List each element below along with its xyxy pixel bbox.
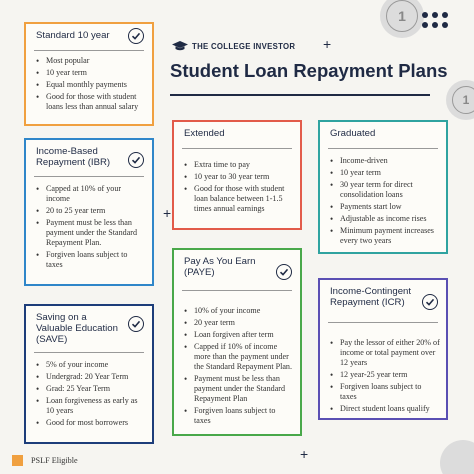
list-item: • Capped if 10% of income more than the payment under the Standard Repayment Plan. xyxy=(182,342,294,372)
card-title: Standard 10 year xyxy=(36,30,110,41)
list-item: • Most popular xyxy=(34,56,146,66)
card-title: Graduated xyxy=(330,128,376,139)
card-divider xyxy=(182,148,292,149)
card-divider xyxy=(328,148,438,149)
list-item: • Payment must be less than payment under the Standard Repayment Plan xyxy=(182,374,294,404)
list-item: • Loan forgiveness as early as 10 years xyxy=(34,396,146,416)
check-circle-icon xyxy=(128,152,144,168)
coin-glyph: 1 xyxy=(398,8,406,24)
list-item: • 10 year term xyxy=(34,68,146,78)
plus-decoration: + xyxy=(323,36,332,52)
check-circle-icon xyxy=(128,28,144,44)
brand-name: THE COLLEGE INVESTOR xyxy=(192,41,296,51)
coin-icon xyxy=(452,86,474,114)
list-item: • Equal monthly payments xyxy=(34,80,146,90)
list-item: • Adjustable as income rises xyxy=(328,214,440,224)
card-divider xyxy=(34,176,144,177)
list-item: • Payments start low xyxy=(328,202,440,212)
list-item: • Direct student loans qualify xyxy=(328,404,440,414)
list-item: • 12 year-25 year term xyxy=(328,370,440,380)
list-item: • 5% of your income xyxy=(34,360,146,370)
card-divider xyxy=(34,50,144,51)
card-divider xyxy=(328,322,438,323)
list-item: • Payment must be less than payment under the Standard Repayment Plan. xyxy=(34,218,146,248)
card-list xyxy=(34,184,146,272)
list-item: • Undergrad: 20 Year Term xyxy=(34,372,146,382)
card-title: Saving on a Valuable Education (SAVE) xyxy=(36,312,118,345)
list-item: • Income-driven xyxy=(328,156,440,166)
card-title: Extended xyxy=(184,128,225,139)
list-item: • Forgiven loans subject to taxes xyxy=(34,250,146,270)
plus-decoration: + xyxy=(163,205,172,221)
card-title: Income-Based Repayment (IBR) xyxy=(36,146,111,168)
list-item: • Extra time to pay xyxy=(182,160,294,170)
card-graduated xyxy=(318,120,448,254)
card-divider xyxy=(34,352,144,353)
card-list xyxy=(34,360,146,430)
check-circle-icon xyxy=(128,316,144,332)
list-item: • 20 year term xyxy=(182,318,294,328)
card-list xyxy=(182,306,294,428)
coin-decoration-top xyxy=(380,0,424,38)
card-list xyxy=(34,56,146,114)
coin-decoration-bottom xyxy=(440,440,474,474)
card-standard xyxy=(24,22,154,126)
card-icr xyxy=(318,278,448,420)
title-underline xyxy=(170,94,430,96)
card-divider xyxy=(182,290,292,291)
list-item: • Good for most borrowers xyxy=(34,418,146,428)
list-item: • Loan forgiven after term xyxy=(182,330,294,340)
graduation-cap-icon xyxy=(172,40,188,52)
legend xyxy=(12,455,78,466)
list-item: • Forgiven loans subject to taxes xyxy=(182,406,294,426)
card-extended xyxy=(172,120,302,230)
list-item: • Good for those with student loans less than annual salary xyxy=(34,92,146,112)
list-item: • Good for those with student loan balance between 1-1.5 times annual earnings xyxy=(182,184,294,214)
coin-glyph: 1 xyxy=(462,93,470,107)
card-list xyxy=(328,338,440,416)
coin-decoration-right xyxy=(446,80,474,120)
card-save xyxy=(24,304,154,444)
coin-icon xyxy=(386,0,418,32)
card-title: Income-Contingent Repayment (ICR) xyxy=(330,286,412,308)
list-item: • Pay the lessor of either 20% of income or total payment over 12 years xyxy=(328,338,440,368)
list-item: • 10 year to 30 year term xyxy=(182,172,294,182)
list-item: • 30 year term for direct consolidation loans xyxy=(328,180,440,200)
list-item: • Forgiven loans subject to taxes xyxy=(328,382,440,402)
list-item: • Grad: 25 Year Term xyxy=(34,384,146,394)
card-list xyxy=(328,156,440,248)
list-item: • 20 to 25 year term xyxy=(34,206,146,216)
card-paye xyxy=(172,248,302,436)
page-title: Student Loan Repayment Plans xyxy=(170,60,448,81)
card-title: Pay As You Earn (PAYE) xyxy=(184,256,256,278)
brand-logo xyxy=(172,40,295,52)
plus-decoration: + xyxy=(300,446,309,462)
card-ibr xyxy=(24,138,154,286)
check-circle-icon xyxy=(276,264,292,280)
dot-grid-decoration xyxy=(422,12,448,28)
check-circle-icon xyxy=(422,294,438,310)
legend-label: PSLF Eligible xyxy=(31,456,78,465)
list-item: • Minimum payment increases every two years xyxy=(328,226,440,246)
list-item: • 10 year term xyxy=(328,168,440,178)
legend-swatch xyxy=(12,455,23,466)
card-list xyxy=(182,160,294,216)
list-item: • Capped at 10% of your income xyxy=(34,184,146,204)
list-item: • 10% of your income xyxy=(182,306,294,316)
